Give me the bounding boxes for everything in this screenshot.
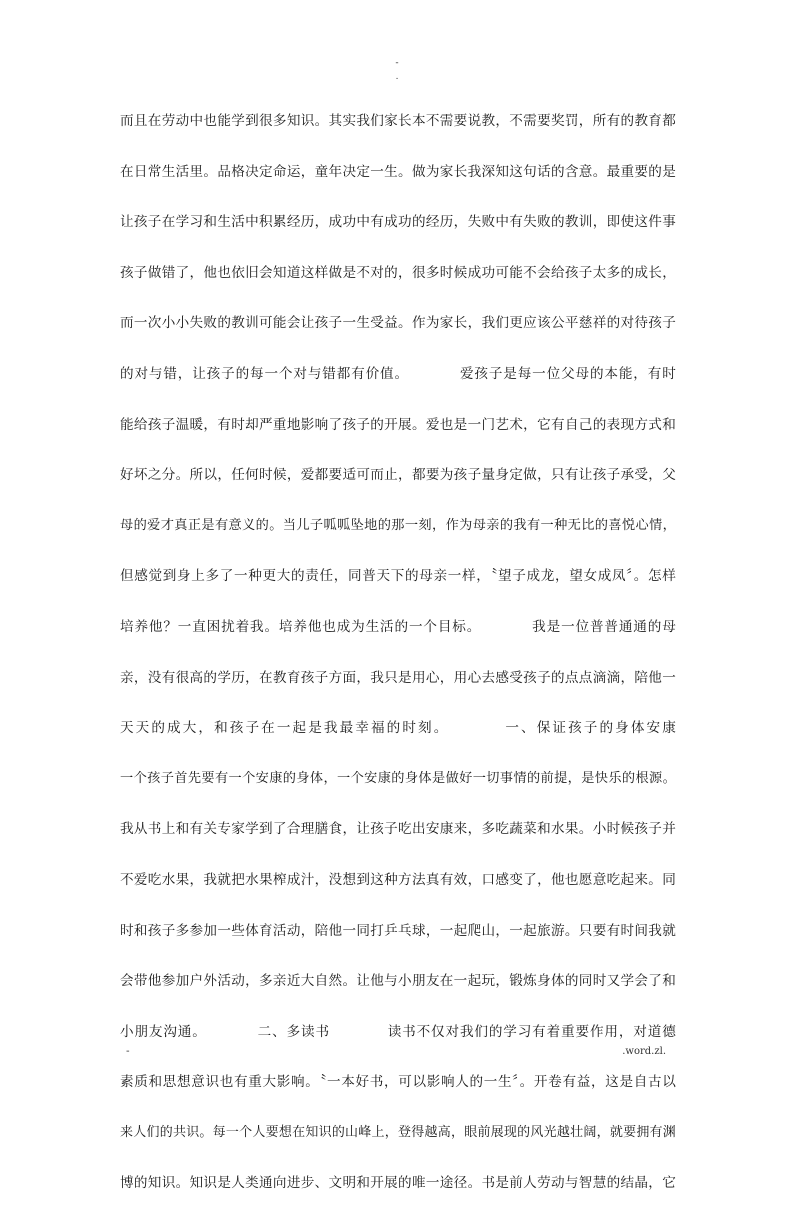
text-line: 我从书上和有关专家学到了合理膳食，让孩子吃出安康来，多吃蔬菜和水果。小时候孩子并 [120, 821, 676, 838]
header-dot: . [395, 72, 399, 82]
text-line: 一个孩子首先要有一个安康的身体，一个安康的身体是做好一切事情的前提，是快乐的根源。 [120, 770, 676, 786]
text-line: 在日常生活里。品格决定命运，童年决定一生。做为家长我深知这句话的含意。最重要的是 [120, 163, 676, 180]
text-line: 亲，没有很高的学历，在教育孩子方面，我只是用心，用心去感受孩子的点点滴滴，陪他一 [120, 669, 676, 686]
text-line: 但感觉到身上多了一种更大的责任，同普天下的母亲一样，〝望子成龙，望女成凤〞。怎样 [120, 568, 676, 585]
text-line: 不爱吃水果，我就把水果榨成汁，没想到这种方法真有效，口感变了，他也愿意吃起来。同 [120, 871, 676, 888]
text-line: 的对与错，让孩子的每一个对与错都有价值。 爱孩子是每一位父母的本能，有时 [120, 365, 676, 382]
footer-dash: - [126, 1046, 130, 1057]
header-dash: - [395, 58, 399, 68]
text-line: 好坏之分。所以，任何时候，爱都要适可而止，都要为孩子量身定做，只有让孩子承受，父 [120, 467, 676, 484]
text-line: 素质和思想意识也有重大影响。〝一本好书，可以影响人的一生〞。开卷有益，这是自古以 [120, 1074, 676, 1091]
text-line: 天天的成大，和孩子在一起是我最幸福的时刻。 一、保证孩子的身体安康 [120, 720, 676, 737]
text-line: 博的知识。知识是人类通向进步、文明和开展的唯一途径。书是前人劳动与智慧的结晶，它 [120, 1175, 676, 1192]
text-line: 来人们的共识。每一个人要想在知识的山峰上，登得越高，眼前展现的风光越壮阔，就要拥有渊 [120, 1124, 676, 1140]
text-line: 而且在劳动中也能学到很多知识。其实我们家长本不需要说教，不需要奖罚，所有的教育都 [120, 113, 676, 129]
text-line: 让孩子在学习和生活中积累经历，成功中有成功的经历，失败中有失败的教训，即使这件事 [120, 214, 676, 231]
text-line: 孩子做错了，他也依旧会知道这样做是不对的，很多时候成功可能不会给孩子太多的成长， [120, 264, 676, 281]
text-line: 能给孩子温暖，有时却严重地影响了孩子的开展。爱也是一门艺术，它有自己的表现方式和 [120, 416, 676, 433]
text-line: 母的爱才真正是有意义的。当儿子呱呱坠地的那一刻，作为母亲的我有一种无比的喜悦心情， [120, 517, 676, 533]
document-body [120, 106, 676, 1219]
text-line: 会带他参加户外活动，多亲近大自然。让他与小朋友在一起玩，锻炼身体的同时又学会了和 [120, 973, 676, 990]
text-line: 时和孩子多参加一些体育活动，陪他一同打乒乓球，一起爬山，一起旅游。只要有时间我就 [120, 922, 676, 939]
text-line: 而一次小小失败的教训可能会让孩子一生受益。作为家长，我们更应该公平慈祥的对待孩子 [120, 315, 676, 332]
text-line: 培养他？一直困扰着我。培养他也成为生活的一个目标。 我是一位普普通通的母 [120, 618, 676, 635]
footer-watermark: .word.zl. [622, 1046, 666, 1057]
text-line: 小朋友沟通。 二、多读书 读书不仅对我们的学习有着重要作用，对道德 [120, 1023, 676, 1040]
